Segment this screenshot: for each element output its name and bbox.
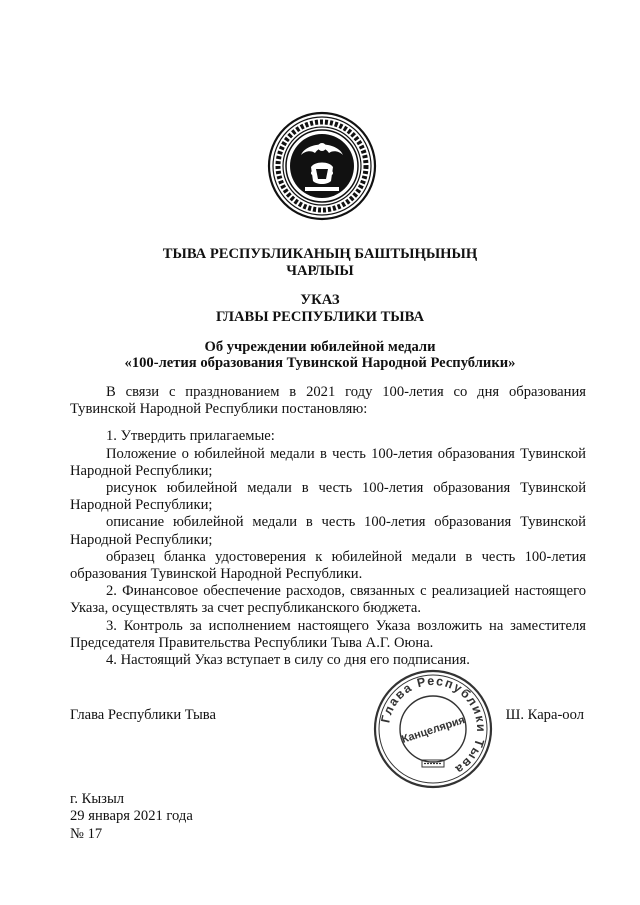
item-1-regulation: Положение о юбилейной медали в честь 100-летия образования Тувинской Народной Республики; [70,445,586,479]
decree-label: УКАЗ [300,292,340,308]
item-2: 2. Финансовое обеспечение расходов, связанных с реализацией настоящего Указа, осуществлять за счет республиканского бюджета. [70,583,586,617]
stamp-center-text: Канцелярия [400,714,467,746]
decree-title-line-1: Об учреждении юбилейной медали [204,339,436,355]
decree-issuer: ГЛАВЫ РЕСПУБЛИКИ ТЫВА [216,309,424,325]
signatory-position: Глава Республики Тыва [70,707,216,723]
header-line-1: ТЫВА РЕСПУБЛИКАНЫҢ БАШТЫҢЫНЫҢ [162,246,478,262]
decree-title-line-2: «100-летия образования Тувинской Народной Республики» [124,355,516,371]
item-3: 3. Контроль за исполнением настоящего Указа возложить на заместителя Председателя Правительства Республики Тыва А.Г. Оюна. [70,617,586,651]
header-line-2: ЧАРЛЫЫ [286,263,354,279]
item-1-drawing: рисунок юбилейной медали в честь 100-летия образования Тувинской Народной Республики; [70,480,586,514]
item-1-certificate: образец бланка удостоверения к юбилейной медали в честь 100-летия образования Тувинской Народной Республики. [70,548,586,583]
signatory-name: Ш. Кара-оол [505,707,584,723]
item-1-heading: 1. Утвердить прилагаемые: [106,428,275,445]
decree-body [70,384,586,669]
stamp-ring-text: Глава Республики Тыва [378,673,489,778]
item-1-description: описание юбилейной медали в честь 100-летия образования Тувинской Народной Республики; [70,514,586,548]
official-stamp-icon [372,668,494,790]
decree-footer [70,791,193,843]
issue-city: г. Кызыл [70,791,125,807]
intro-paragraph: В связи с празднованием в 2021 году 100-летия со дня образования Тувинской Народной Республики постановляю: [70,384,586,418]
tuva-coat-of-arms-icon [267,111,377,221]
issue-date: 29 января 2021 года [70,808,193,825]
decree-number: № 17 [70,825,103,842]
item-4: 4. Настоящий Указ вступает в силу со дня его подписания. [106,652,470,669]
